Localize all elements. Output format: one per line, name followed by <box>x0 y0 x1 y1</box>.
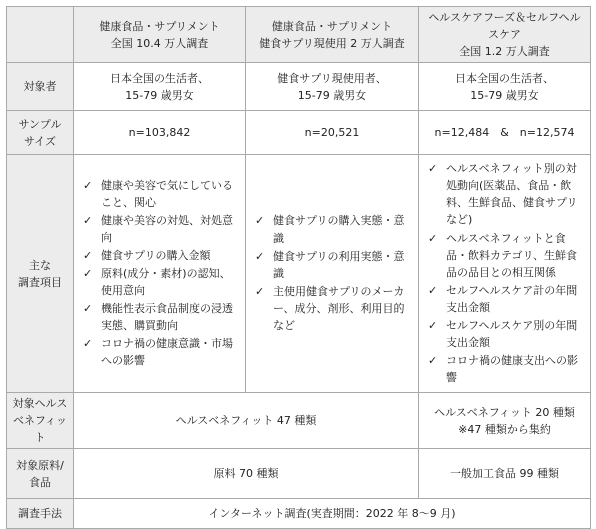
check-icon: ✓ <box>83 302 93 316</box>
target-col3-line1: 日本全国の生活者、 <box>455 71 554 85</box>
benefit-row <box>7 393 591 449</box>
checklist-item-text: 原料(成分・素材)の認知、使用意向 <box>101 267 231 298</box>
sample-col2: n=20,521 <box>246 111 419 155</box>
check-icon: ✓ <box>83 337 93 351</box>
target-col3-line2: 15-79 歳男女 <box>470 88 539 102</box>
checklist-item-text: 健食サプリの購入実態・意識 <box>273 214 405 245</box>
checklist-item <box>424 317 585 351</box>
checklist-item-text: 健食サプリの利用実態・意識 <box>273 249 405 280</box>
checklist-item-text: コロナ禍の健康支出への影響 <box>446 353 578 384</box>
header-corner-cell <box>7 7 74 63</box>
items-col3-list <box>424 160 585 386</box>
benefit-col3-line2: ※47 種類から集約 <box>458 422 551 436</box>
target-col1-line1: 日本全国の生活者、 <box>110 71 209 85</box>
checklist-item-text: セルフヘルスケア別の年間支出金額 <box>446 318 578 349</box>
sample-label-line1: サンプル <box>18 117 62 131</box>
materials-col12: 原料 70 種類 <box>74 449 419 499</box>
checklist-item <box>79 177 240 211</box>
items-col1 <box>74 155 246 393</box>
items-col2 <box>246 155 419 393</box>
materials-col3: 一般加工食品 99 種類 <box>419 449 591 499</box>
check-icon: ✓ <box>428 231 438 245</box>
checklist-item-text: 主使用健食サプリのメーカー、成分、剤形、利用目的など <box>273 284 405 332</box>
header-row <box>7 7 591 63</box>
checklist-item <box>424 352 585 386</box>
header-col2-line1: 健康食品・サプリメント <box>271 19 393 33</box>
survey-comparison-table <box>6 6 591 529</box>
check-icon: ✓ <box>428 283 438 297</box>
checklist-item <box>424 160 585 228</box>
sample-label-line2: サイズ <box>23 134 57 148</box>
check-icon: ✓ <box>255 249 265 263</box>
checklist-item-text: 健康や美容で気にしていること、関心 <box>101 178 233 209</box>
check-icon: ✓ <box>83 213 93 227</box>
checklist-item <box>424 230 585 281</box>
checklist-item-text: コロナ禍の健康意識・市場への影響 <box>101 337 233 368</box>
method-value: インターネット調査(実査期間：2022 年 8～9 月) <box>74 499 591 529</box>
materials-row <box>7 449 591 499</box>
checklist-item <box>251 283 413 334</box>
header-col3-line2: 全国 1.2 万人調査 <box>459 45 550 59</box>
items-col3 <box>419 155 591 393</box>
checklist-item <box>424 282 585 316</box>
method-label: 調査手法 <box>7 499 74 529</box>
items-col2-list <box>251 212 413 333</box>
check-icon: ✓ <box>255 214 265 228</box>
header-col3 <box>419 7 591 63</box>
sample-col1: n=103,842 <box>74 111 246 155</box>
materials-label <box>7 449 74 499</box>
method-row <box>7 499 591 529</box>
items-label-line1: 主な <box>29 258 51 272</box>
header-col1 <box>74 7 246 63</box>
sample-row <box>7 111 591 155</box>
check-icon: ✓ <box>428 353 438 367</box>
benefit-col12: ヘルスベネフィット 47 種類 <box>74 393 419 449</box>
benefit-col3-line1: ヘルスベネフィット 20 種類 <box>434 405 575 419</box>
check-icon: ✓ <box>83 267 93 281</box>
checklist-item <box>79 247 240 264</box>
header-col2-line2: 健食サプリ現使用 2 万人調査 <box>259 36 405 50</box>
target-col2-line2: 15-79 歳男女 <box>297 88 367 102</box>
benefit-label-line1: 対象ヘルス <box>12 397 68 411</box>
materials-label-line1: 対象原料/ <box>16 458 64 472</box>
check-icon: ✓ <box>255 284 265 298</box>
checklist-item <box>251 248 413 282</box>
target-col2-line1: 健食サプリ現使用者、 <box>277 71 387 85</box>
sample-label <box>7 111 74 155</box>
header-col3-line1: ヘルスケアフーズ＆セルフヘルスケア <box>428 11 581 42</box>
items-label <box>7 155 74 393</box>
checklist-item <box>79 265 240 299</box>
target-col3 <box>419 63 591 111</box>
checklist-item <box>79 335 240 369</box>
checklist-item-text: 健食サプリの購入金額 <box>101 249 211 263</box>
header-col2 <box>246 7 419 63</box>
checklist-item <box>79 300 240 334</box>
checklist-item <box>251 212 413 246</box>
checklist-item-text: 機能性表示食品制度の浸透実態、購買動向 <box>101 302 233 333</box>
checklist-item-text: セルフヘルスケア計の年間支出金額 <box>446 283 578 314</box>
check-icon: ✓ <box>428 318 438 332</box>
items-col1-list <box>79 177 240 370</box>
target-col1 <box>74 63 246 111</box>
header-col1-line1: 健康食品・サプリメント <box>99 19 220 33</box>
checklist-item <box>79 212 240 246</box>
sample-col3: n=12,484 & n=12,574 <box>419 111 591 155</box>
target-col2 <box>246 63 419 111</box>
items-row <box>7 155 591 393</box>
benefit-col3 <box>419 393 591 449</box>
benefit-label <box>7 393 74 449</box>
header-col1-line2: 全国 10.4 万人調査 <box>110 36 209 50</box>
check-icon: ✓ <box>83 249 93 263</box>
target-col1-line2: 15-79 歳男女 <box>125 88 194 102</box>
materials-label-line2: 食品 <box>29 475 51 489</box>
checklist-item-text: ヘルスベネフィットと食品・飲料カテゴリ、生鮮食品の品目との相互関係 <box>446 231 578 279</box>
target-row <box>7 63 591 111</box>
check-icon: ✓ <box>428 162 438 176</box>
checklist-item-text: ヘルスベネフィット別の対処動向(医薬品、食品・飲料、生鮮食品、健食サプリなど) <box>446 162 578 227</box>
check-icon: ✓ <box>83 178 93 192</box>
target-label: 対象者 <box>7 63 74 111</box>
benefit-label-line2: ベネフィット <box>12 414 68 445</box>
checklist-item-text: 健康や美容の対処、対処意向 <box>101 213 233 245</box>
items-label-line2: 調査項目 <box>18 275 62 289</box>
